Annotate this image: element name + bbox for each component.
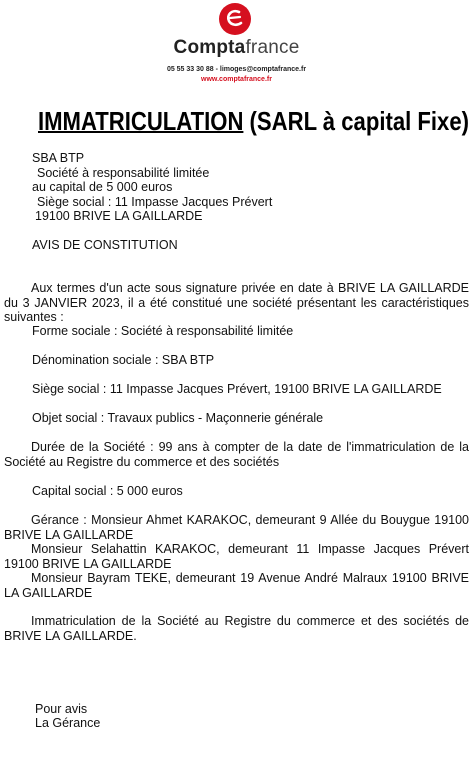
immatriculation-paragraph — [4, 614, 469, 643]
signature-pour-avis: Pour avis — [35, 702, 88, 716]
brand-light: france — [245, 37, 300, 58]
logo-swirl-icon — [219, 3, 251, 35]
field-forme-sociale: Forme sociale : Société à responsabilité limitée — [32, 324, 294, 338]
company-seat: Siège social : 11 Impasse Jacques Prévert — [37, 195, 273, 209]
signature-la-gerance: La Gérance — [35, 716, 101, 730]
gerance-2 — [4, 542, 469, 571]
field-denomination: Dénomination sociale : SBA BTP — [32, 353, 215, 367]
company-form: Société à responsabilité limitée — [37, 166, 210, 180]
gerance-3 — [4, 571, 469, 600]
company-city: 19100 BRIVE LA GAILLARDE — [35, 209, 203, 223]
brand-name — [0, 37, 473, 59]
company-capital: au capital de 5 000 euros — [32, 180, 173, 194]
intro-paragraph — [4, 281, 469, 325]
duree-text: Durée de la Société : 99 ans à compter de la date de l'immatriculation de la Société au Registre du commerce et des sociétés — [4, 440, 469, 469]
field-objet-social: Objet social : Travaux publics - Maçonnerie générale — [32, 411, 324, 425]
notice-heading: AVIS DE CONSTITUTION — [32, 238, 178, 252]
contact-line: 05 55 33 30 88 - limoges@comptafrance.fr — [166, 66, 307, 73]
company-name: SBA BTP — [32, 151, 85, 165]
title-underlined: IMMATRICULATION — [38, 106, 244, 136]
immatriculation-text: Immatriculation de la Société au Registre du commerce et des sociétés de BRIVE LA GAILLARDE. — [4, 614, 469, 643]
comptafrance-logo-icon — [219, 3, 251, 35]
gerance-2-text: Monsieur Selahattin KARAKOC, demeurant 11 Impasse Jacques Prévert 19100 BRIVE LA GAILLARDE — [4, 542, 469, 571]
gerance-1-text: Gérance : Monsieur Ahmet KARAKOC, demeurant 9 Allée du Bouygue 19100 BRIVE LA GAILLARDE — [4, 513, 469, 542]
field-duree — [4, 440, 469, 469]
header — [0, 0, 473, 95]
page-title — [38, 106, 469, 137]
gerance-1 — [4, 513, 469, 542]
gerance-3-text: Monsieur Bayram TEKE, demeurant 19 Avenue André Malraux 19100 BRIVE LA GAILLARDE — [4, 571, 469, 600]
title-rest: (SARL à capital Fixe) — [243, 106, 469, 136]
website-link[interactable]: www.comptafrance.fr — [201, 76, 272, 83]
field-siege-social: Siège social : 11 Impasse Jacques Prévert, 19100 BRIVE LA GAILLARDE — [32, 382, 442, 396]
field-capital-social: Capital social : 5 000 euros — [32, 484, 183, 498]
intro-text: Aux termes d'un acte sous signature privée en date à BRIVE LA GAILLARDE du 3 JANVIER 2023, il a été constitué une société présentant les caractéristiques suivantes : — [4, 281, 469, 324]
brand-main: Compta — [173, 37, 246, 58]
